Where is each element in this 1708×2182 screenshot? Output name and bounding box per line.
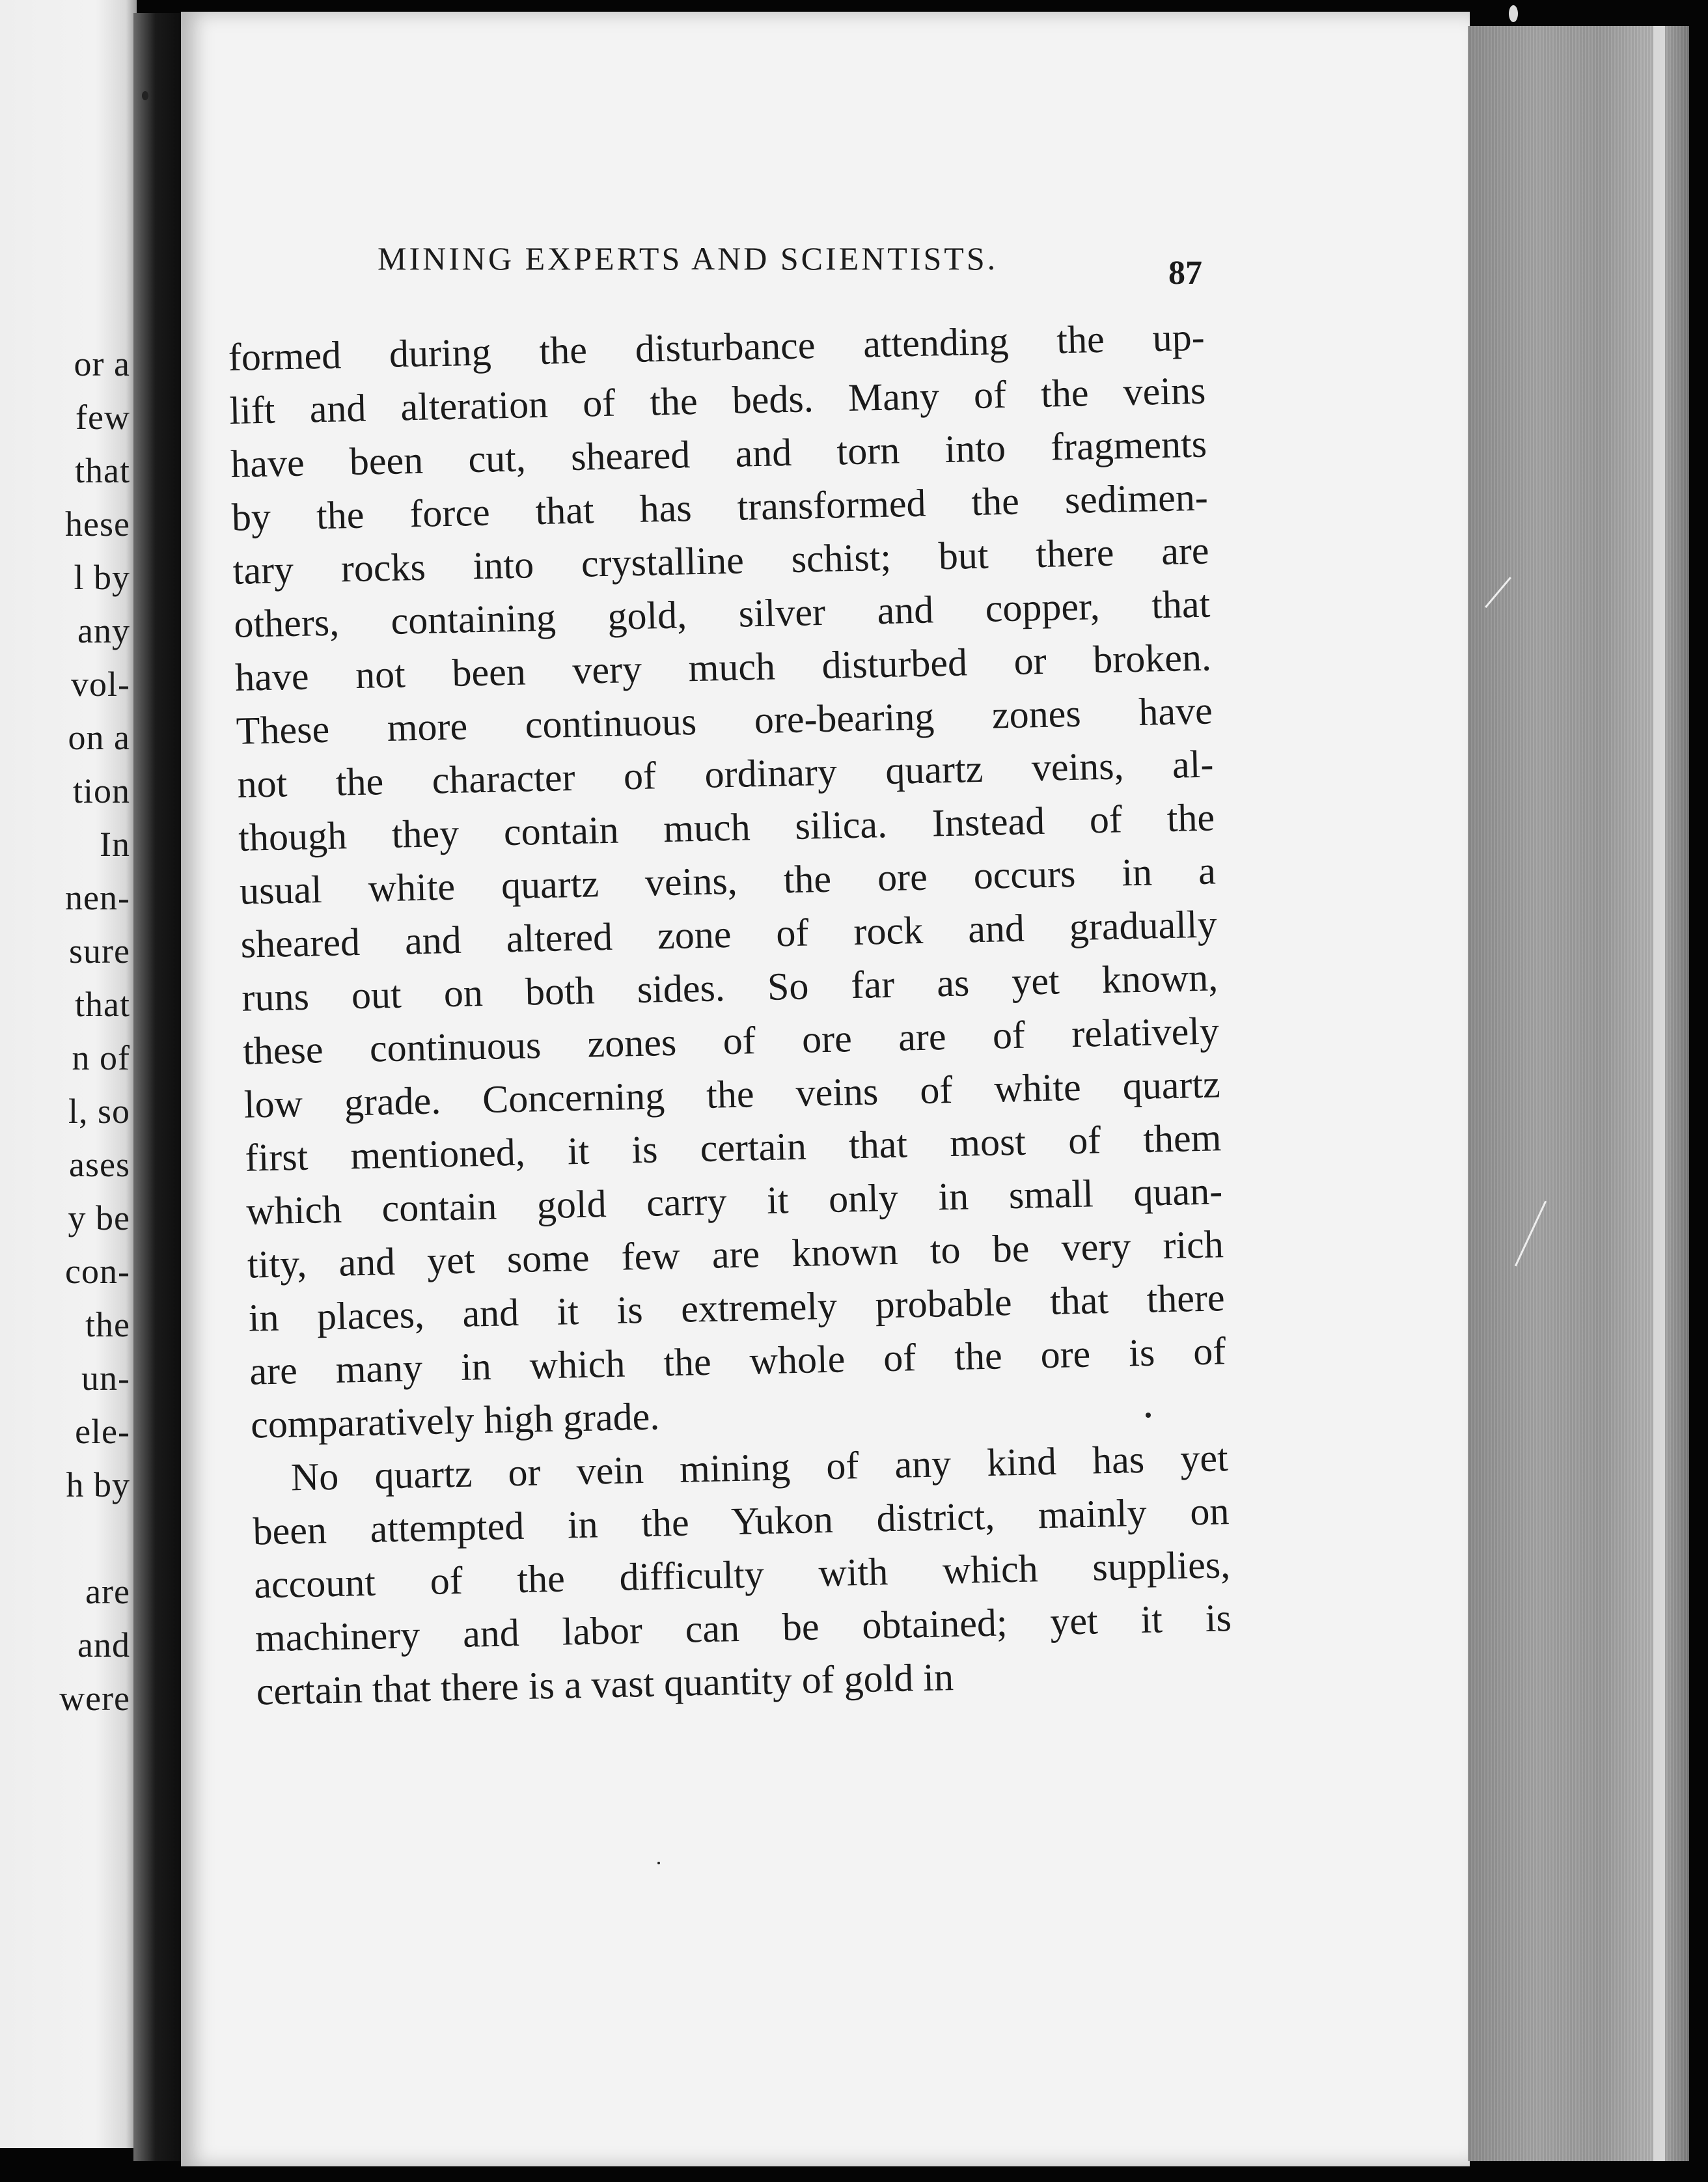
left-page-fragment: y be xyxy=(68,1198,130,1237)
text-line: have not been very much disturbed or broken. xyxy=(234,635,1212,699)
speck xyxy=(657,1862,660,1864)
text-line: not the character of ordinary quartz veins, al- xyxy=(236,742,1214,806)
left-page-fragment: vol- xyxy=(71,665,130,704)
left-page-fragment: n of xyxy=(72,1038,130,1077)
left-page-fragment: and xyxy=(77,1625,130,1664)
text-line: been attempted in the Yukon district, mainly on xyxy=(252,1489,1230,1553)
left-page-fragment: any xyxy=(77,611,130,650)
text-line: which contain gold carry it only in small quan- xyxy=(245,1169,1223,1233)
text-line: first mentioned, it is certain that most of them xyxy=(244,1116,1222,1180)
body-text xyxy=(228,311,1233,1719)
text-line: machinery and labor can be obtained; yet it is xyxy=(255,1596,1232,1660)
left-page xyxy=(0,0,137,2148)
text-line: runs out on both sides. So far as yet known, xyxy=(241,956,1219,1019)
speck xyxy=(1509,5,1518,22)
left-page-fragment: on a xyxy=(68,718,130,757)
page-edge-strip xyxy=(1653,26,1665,2161)
text-line: No quartz or vein mining of any kind has yet xyxy=(290,1436,1229,1499)
left-page-fragment: In xyxy=(100,825,130,864)
text-line: have been cut, sheared and torn into fragments xyxy=(230,422,1207,486)
left-page-fragment: l by xyxy=(74,558,130,597)
left-page-fragment: con- xyxy=(65,1252,130,1291)
page-number: 87 xyxy=(1168,255,1202,292)
text-line: These more continuous ore-bearing zones have xyxy=(236,689,1213,753)
text-line: by the force that has transformed the sedimen- xyxy=(231,475,1209,539)
text-line: though they contain much silica. Instead of the xyxy=(238,795,1215,859)
left-page-fragment: that xyxy=(75,451,130,490)
text-line: sheared and altered zone of rock and gradually xyxy=(240,902,1218,966)
speck xyxy=(1146,1413,1151,1418)
left-page-fragment: nen- xyxy=(65,878,130,917)
left-page-fragment: are xyxy=(85,1572,130,1611)
left-page-fragment: ele- xyxy=(75,1412,130,1451)
text-line: comparatively high grade. xyxy=(250,1394,660,1446)
text-line: lift and alteration of the beds. Many of the veins xyxy=(228,368,1206,432)
left-page-fragment: few xyxy=(76,398,130,437)
left-page-fragment: un- xyxy=(81,1359,130,1398)
text-line: certain that there is a vast quantity of gold in xyxy=(256,1655,954,1713)
speck xyxy=(142,91,148,100)
left-page-fragment: h by xyxy=(66,1465,130,1504)
left-page-fragment: that xyxy=(75,985,130,1024)
text-line: low grade. Concerning the veins of white quartz xyxy=(243,1062,1221,1126)
left-page-fragment: or a xyxy=(74,344,130,383)
left-page-fragment: l, so xyxy=(68,1092,130,1131)
left-page-fragment: ases xyxy=(69,1145,130,1184)
text-line: these continuous zones of ore are of relatively xyxy=(242,1009,1220,1073)
text-line: account of the difficulty with which supplies, xyxy=(253,1543,1231,1607)
running-head: MINING EXPERTS AND SCIENTISTS. xyxy=(378,240,999,277)
text-line: tary rocks into crystalline schist; but there are xyxy=(232,529,1210,592)
left-page-fragment: were xyxy=(59,1679,130,1718)
text-line: formed during the disturbance attending the up- xyxy=(228,315,1205,379)
left-page-fragment: tion xyxy=(72,771,130,810)
left-page-fragment: the xyxy=(85,1305,130,1344)
left-page-fragment: sure xyxy=(69,932,130,971)
text-line: others, containing gold, silver and copper, that xyxy=(233,582,1211,646)
text-line: in places, and it is extremely probable that there xyxy=(248,1276,1226,1340)
text-line: usual white quartz veins, the ore occurs in a xyxy=(239,849,1217,913)
left-page-fragment: hese xyxy=(65,504,130,544)
text-line: tity, and yet some few are known to be very rich xyxy=(247,1222,1224,1286)
text-line: are many in which the whole of the ore is of xyxy=(249,1329,1226,1393)
